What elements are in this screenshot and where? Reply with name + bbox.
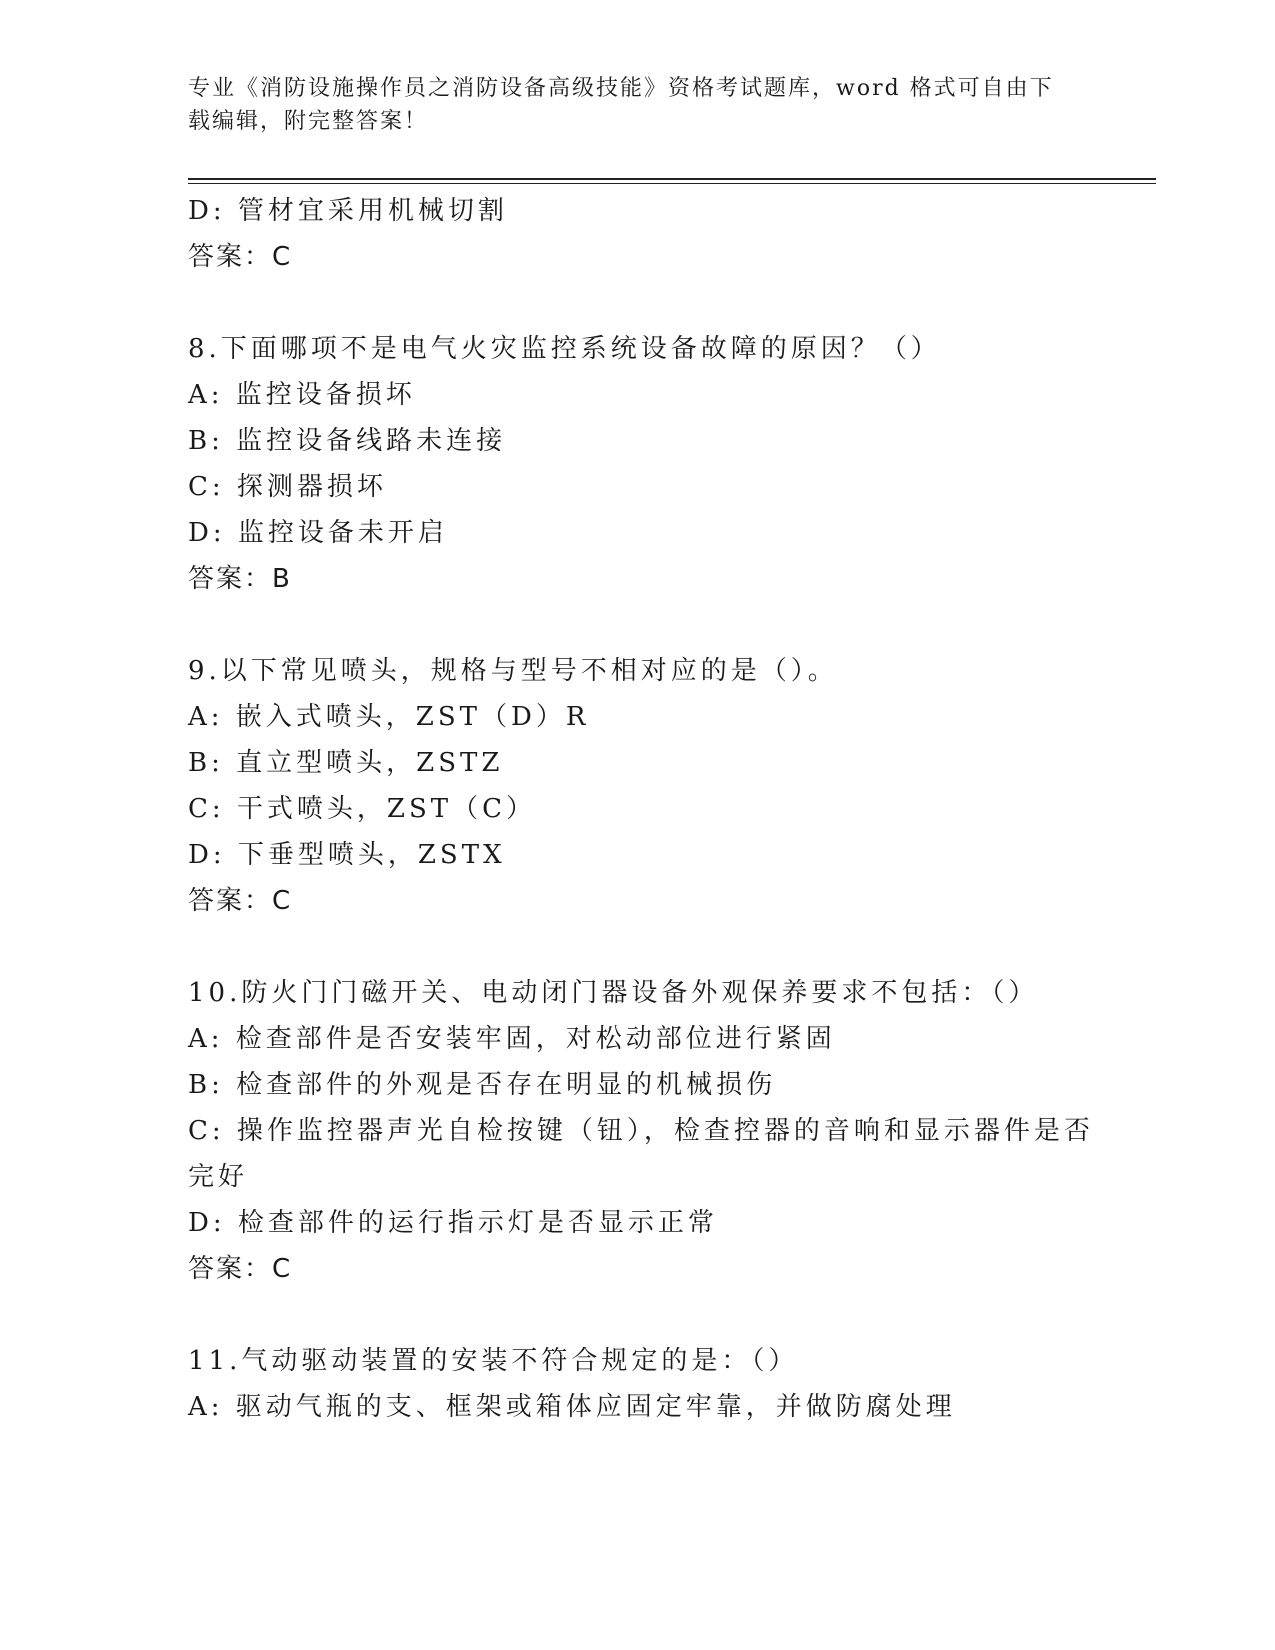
question-text: 9.以下常见喷头，规格与型号不相对应的是（）。 (188, 656, 838, 686)
question-text: 11.气动驱动装置的安装不符合规定的是：（） (188, 1346, 799, 1376)
answer: 答案：C (188, 1254, 293, 1284)
option-c-continued: 完好 (188, 1162, 249, 1192)
question-list (188, 188, 1094, 1430)
document-header (188, 72, 1088, 138)
header-line-2: 载编辑，附完整答案！ (188, 109, 429, 134)
question-10 (188, 970, 1094, 1292)
option-d: D: 下垂型喷头，ZSTX (188, 840, 506, 870)
option-b: B: 检查部件的外观是否存在明显的机械损伤 (188, 1070, 777, 1100)
option-d: D: 管材宜采用机械切割 (188, 196, 508, 226)
spacer (188, 602, 1088, 648)
option-d: D: 检查部件的运行指示灯是否显示正常 (188, 1208, 718, 1238)
header-line-1: 专业《消防设施操作员之消防设备高级技能》资格考试题库，word 格式可自由下 (188, 76, 1054, 101)
question-text: 10.防火门门磁开关、电动闭门器设备外观保养要求不包括：（） (188, 978, 1039, 1008)
option-c: C: 干式喷头，ZST（C） (188, 794, 537, 824)
answer: 答案：C (188, 242, 293, 272)
question-9 (188, 648, 1088, 924)
spacer (188, 1292, 1088, 1338)
option-b: B: 监控设备线路未连接 (188, 426, 507, 456)
option-a: A: 嵌入式喷头，ZST（D）R (188, 702, 590, 732)
answer: 答案：B (188, 564, 292, 594)
option-c: C: 操作监控器声光自检按键（钮），检查控器的音响和显示器件是否 (188, 1116, 1094, 1146)
question-fragment (188, 188, 1088, 280)
header-divider-thick (188, 178, 1156, 180)
answer: 答案：C (188, 886, 293, 916)
header-divider-thin (188, 183, 1156, 184)
spacer (188, 280, 1088, 326)
spacer (188, 924, 1088, 970)
option-d: D: 监控设备未开启 (188, 518, 448, 548)
option-a: A: 检查部件是否安装牢固，对松动部位进行紧固 (188, 1024, 836, 1054)
option-a: A: 驱动气瓶的支、框架或箱体应固定牢靠，并做防腐处理 (188, 1392, 956, 1422)
question-8 (188, 326, 1088, 602)
question-text: 8.下面哪项不是电气火灾监控系统设备故障的原因？（） (188, 334, 941, 364)
question-11 (188, 1338, 1088, 1430)
option-c: C: 探测器损坏 (188, 472, 387, 502)
option-b: B: 直立型喷头，ZSTZ (188, 748, 504, 778)
option-a: A: 监控设备损坏 (188, 380, 416, 410)
